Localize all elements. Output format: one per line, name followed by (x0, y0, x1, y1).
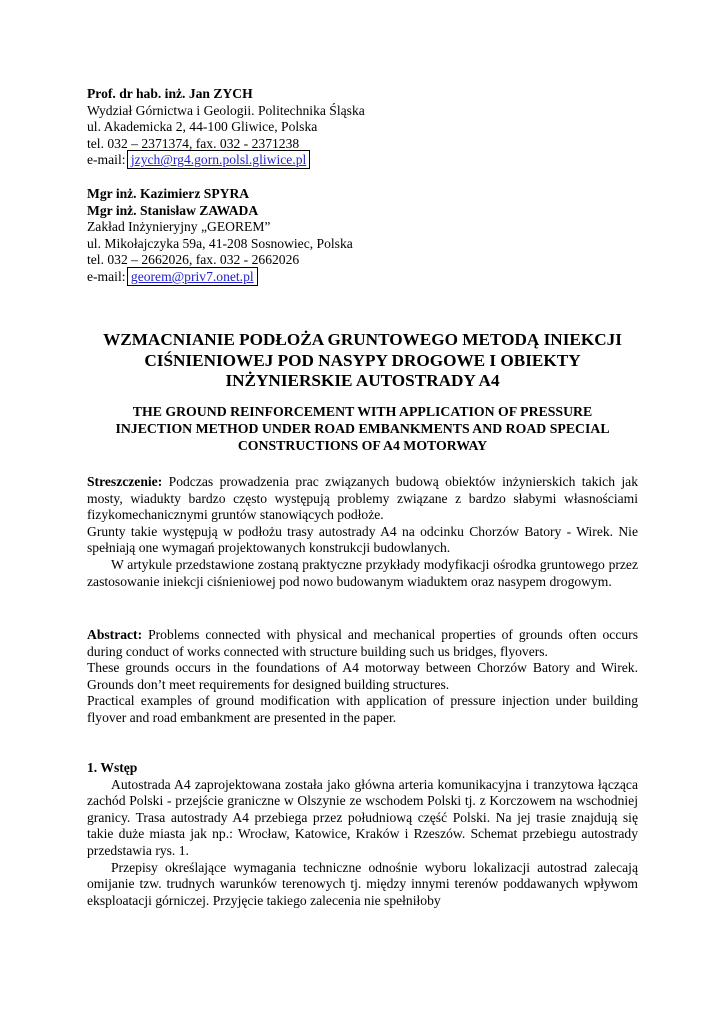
author2-email-label: e-mail: (87, 268, 129, 284)
section-1-paragraph-1: Autostrada A4 zaprojektowana została jako główna arteria komunikacyjna i tranzytowa łącząca zachód Polski - przejście graniczne w Olszynie ze wschodem Polski tj. z Korczowem na wschodniej granicy. Trasa autostrady A4 przebiega przez południową część Polski. Na jej trasie znajdują się takie duże miasta jak np.: Wrocław, Katowice, Kraków i Rzeszów. Schemat przebiegu autostrady przedstawia rys. 1. (87, 776, 638, 858)
streszczenie-section (87, 474, 638, 590)
title-en-line: INJECTION METHOD UNDER ROAD EMBANKMENTS AND ROAD SPECIAL (115, 420, 610, 436)
abstract-paragraph-3: Practical examples of ground modification with application of pressure injection under building flyover and road embankment are presented in the paper. (87, 693, 638, 725)
section-1 (87, 760, 638, 909)
author1-email-line (87, 152, 638, 169)
author1-email-label: e-mail: (87, 152, 129, 168)
author1-phone: tel. 032 – 2371374, fax. 032 - 2371238 (87, 135, 300, 151)
abstract-paragraph-2: These grounds occurs in the foundations of A4 motorway between Chorzów Batory and Wirek. Grounds don’t meet requirements for designed building structures. (87, 660, 638, 692)
author2-email-line (87, 269, 638, 286)
author2-affiliation: Zakład Inżynieryjny „GEOREM” (87, 219, 271, 235)
abstract-section (87, 627, 638, 727)
author1-block (87, 86, 638, 169)
author2-block (87, 186, 638, 286)
title-pl-line: WZMACNIANIE PODŁOŻA GRUNTOWEGO METODĄ INIEKCJI (103, 330, 622, 349)
author2-name1: Mgr inż. Kazimierz SPYRA (87, 186, 250, 201)
section-1-paragraph-2: Przepisy określające wymagania techniczne odnośnie wyboru lokalizacji autostrad zalecają omijanie tzw. trudnych warunków terenowych tj. między innymi terenów poddawanych wpływom eksploatacji górniczej. Przyjęcie takiego zalecenia nie spełniłoby (87, 859, 638, 908)
streszczenie-paragraph-1 (87, 474, 638, 524)
title-en-line: THE GROUND REINFORCEMENT WITH APPLICATION OF PRESSURE (132, 404, 593, 419)
author1-affiliation: Wydział Górnictwa i Geologii. Politechnika Śląska (87, 102, 365, 118)
abstract-text-1: Problems connected with physical and mechanical properties of grounds often occurs during conduct of works connected with structure building such us bridges, flyovers. (87, 627, 638, 659)
author2-phone: tel. 032 – 2662026, fax. 032 - 2662026 (87, 252, 300, 268)
author1-address: ul. Akademicka 2, 44-100 Gliwice, Polska (87, 119, 318, 135)
title-english (87, 404, 638, 454)
abstract-label: Abstract: (87, 627, 143, 642)
title-pl-line: INŻYNIERSKIE AUTOSTRADY A4 (225, 371, 500, 390)
abstract-paragraph-1 (87, 627, 638, 660)
title-polish (87, 330, 638, 392)
author1-name: Prof. dr hab. inż. Jan ZYCH (87, 86, 253, 101)
section-1-heading: 1. Wstęp (87, 760, 138, 775)
author2-name2: Mgr inż. Stanisław ZAWADA (87, 202, 259, 218)
author2-address: ul. Mikołajczyka 59a, 41-208 Sosnowiec, Polska (87, 235, 353, 251)
author2-email-link[interactable]: georem@priv7.onet.pl (130, 268, 254, 284)
title-en-line: CONSTRUCTIONS OF A4 MOTORWAY (237, 437, 488, 453)
streszczenie-paragraph-2: Grunty takie występują w podłożu trasy autostrady A4 na odcinku Chorzów Batory - Wirek. Nie spełniają one wymagań projektowanych konstrukcji budowlanych. (87, 523, 638, 556)
author1-email-link[interactable]: jzych@rg4.gorn.polsl.gliwice.pl (130, 152, 307, 168)
title-pl-line: CIŚNIENIOWEJ POD NASYPY DROGOWE I OBIEKTY (144, 350, 581, 370)
streszczenie-text-1: Podczas prowadzenia prac związanych budową obiektów inżynierskich takich jak mosty, wiadukty bardzo często występują problemy związane z bardzo słabymi własnościami fizykomechanicznymi gruntów stanowiących podłoże. (87, 474, 638, 523)
streszczenie-label: Streszczenie: (87, 474, 163, 489)
streszczenie-paragraph-3: W artykule przedstawione zostaną praktyczne przykłady modyfikacji ośrodka gruntowego przez zastosowanie iniekcji ciśnieniowej pod nowo budowanym wiaduktem oraz nasypem drogowym. (87, 556, 638, 589)
